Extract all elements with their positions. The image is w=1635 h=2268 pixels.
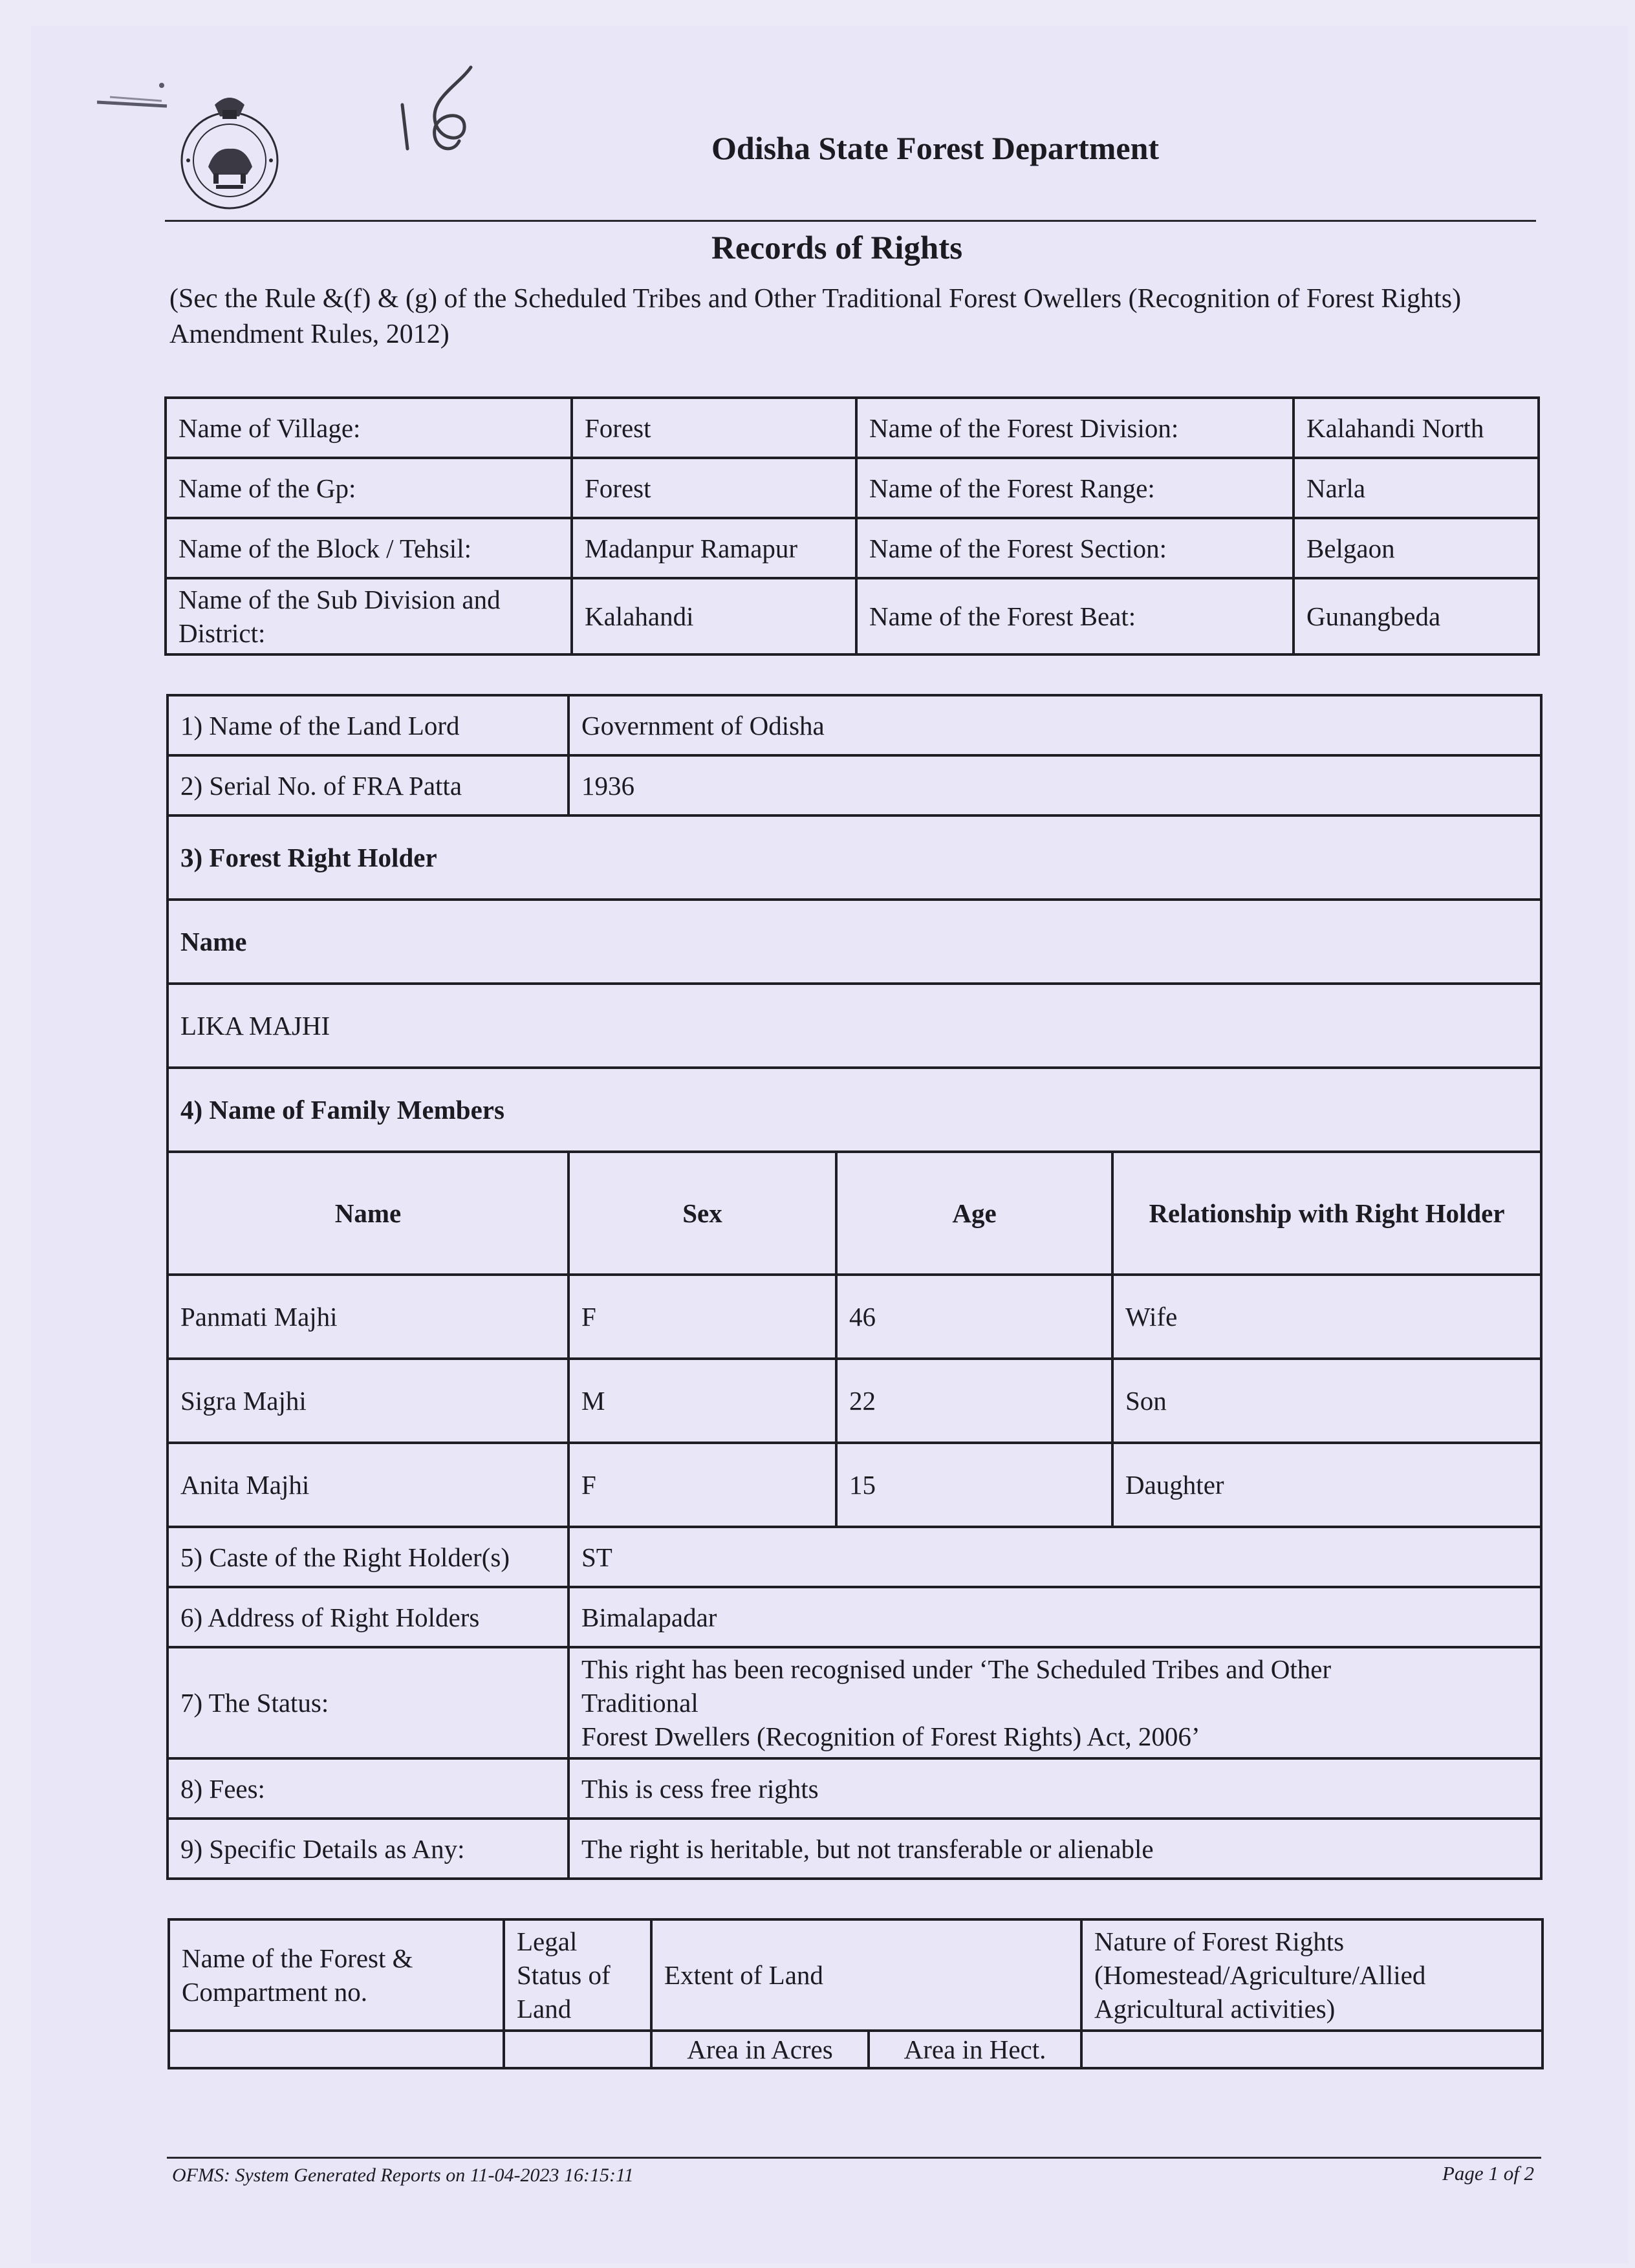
- table-row: [166, 458, 1539, 518]
- table-row: [166, 398, 1539, 458]
- footer-divider: [167, 2157, 1541, 2159]
- family-name: Sigra Majhi: [168, 1359, 568, 1443]
- family-relation: Daughter: [1112, 1443, 1541, 1527]
- table-row: [168, 815, 1541, 900]
- page-title: Records of Rights: [711, 230, 963, 266]
- family-heading: 4) Name of Family Members: [168, 1068, 1541, 1152]
- block-value: Madanpur Ramapur: [572, 518, 856, 578]
- status-value: [568, 1647, 1541, 1758]
- forest-division-value: Kalahandi North: [1294, 398, 1539, 458]
- table-row: [168, 900, 1541, 984]
- location-table: [164, 396, 1540, 656]
- table-row: [168, 1758, 1541, 1819]
- table-row: [168, 1819, 1541, 1879]
- village-label: Name of Village:: [166, 398, 572, 458]
- family-age: 46: [836, 1275, 1112, 1359]
- family-sex: M: [568, 1359, 836, 1443]
- record-table: [166, 694, 1543, 1880]
- family-row: [168, 1443, 1541, 1527]
- empty-cell: [504, 2031, 651, 2068]
- forest-range-value: Narla: [1294, 458, 1539, 518]
- odisha-emblem-icon: [177, 91, 282, 211]
- table-row: [168, 755, 1541, 815]
- area-hect-header: Area in Hect.: [869, 2031, 1081, 2068]
- family-relation: Wife: [1112, 1275, 1541, 1359]
- status-line: This right has been recognised under ‘The Scheduled Tribes and Other: [581, 1654, 1332, 1684]
- address-label: 6) Address of Right Holders: [168, 1587, 568, 1647]
- table-row: [168, 984, 1541, 1068]
- empty-cell: [169, 2031, 504, 2068]
- table-row: [169, 1919, 1543, 2031]
- status-line: Traditional: [581, 1688, 698, 1718]
- family-age: 22: [836, 1359, 1112, 1443]
- specific-details-label: 9) Specific Details as Any:: [168, 1819, 568, 1879]
- caste-value: ST: [568, 1527, 1541, 1587]
- address-value: Bimalapadar: [568, 1587, 1541, 1647]
- family-age: 15: [836, 1443, 1112, 1527]
- right-holder-heading: 3) Forest Right Holder: [168, 815, 1541, 900]
- gp-label: Name of the Gp:: [166, 458, 572, 518]
- page-number: Page 1 of 2: [1442, 2162, 1535, 2185]
- header-divider: [165, 220, 1536, 222]
- family-name: Anita Majhi: [168, 1443, 568, 1527]
- fees-value: This is cess free rights: [568, 1758, 1541, 1819]
- serial-value: 1936: [568, 755, 1541, 815]
- family-name: Panmati Majhi: [168, 1275, 568, 1359]
- specific-details-value: The right is heritable, but not transferable or alienable: [568, 1819, 1541, 1879]
- family-relation: Son: [1112, 1359, 1541, 1443]
- right-holder-name: LIKA MAJHI: [168, 984, 1541, 1068]
- legal-status-header: Legal Status of Land: [504, 1919, 651, 2031]
- village-value: Forest: [572, 398, 856, 458]
- table-row: [168, 1068, 1541, 1152]
- empty-cell: [1081, 2031, 1543, 2068]
- forest-section-value: Belgaon: [1294, 518, 1539, 578]
- land-lord-value: Government of Odisha: [568, 695, 1541, 755]
- table-row: [166, 578, 1539, 654]
- table-row: [168, 695, 1541, 755]
- block-label: Name of the Block / Tehsil:: [166, 518, 572, 578]
- column-header-relationship: Relationship with Right Holder: [1112, 1152, 1541, 1275]
- department-title: Odisha State Forest Department: [711, 130, 1160, 166]
- footer-generated: OFMS: System Generated Reports on 11-04-2023 16:15:11: [172, 2165, 634, 2186]
- family-row: [168, 1359, 1541, 1443]
- fees-label: 8) Fees:: [168, 1758, 568, 1819]
- staple-mark: [97, 78, 168, 116]
- family-sex: F: [568, 1443, 836, 1527]
- serial-label: 2) Serial No. of FRA Patta: [168, 755, 568, 815]
- forest-beat-label: Name of the Forest Beat:: [856, 578, 1294, 654]
- forest-compartment-header: Name of the Forest & Compartment no.: [169, 1919, 504, 2031]
- rule-reference: (Sec the Rule &(f) & (g) of the Scheduled Tribes and Other Traditional Forest Owellers (Recognition of Forest Rights) Amendment Rules, 2012): [169, 284, 1462, 349]
- sub-division-label: Name of the Sub Division and District:: [166, 578, 572, 654]
- land-lord-label: 1) Name of the Land Lord: [168, 695, 568, 755]
- extent-header: Extent of Land: [651, 1919, 1081, 2031]
- name-heading: Name: [168, 900, 1541, 984]
- forest-section-label: Name of the Forest Section:: [856, 518, 1294, 578]
- table-row: [168, 1527, 1541, 1587]
- area-acres-header: Area in Acres: [651, 2031, 869, 2068]
- family-row: [168, 1275, 1541, 1359]
- table-row: [168, 1587, 1541, 1647]
- table-row: [168, 1152, 1541, 1275]
- table-row: [169, 2031, 1543, 2068]
- forest-division-label: Name of the Forest Division:: [856, 398, 1294, 458]
- handwritten-number: [388, 58, 485, 162]
- status-label: 7) The Status:: [168, 1647, 568, 1758]
- column-header-age: Age: [836, 1152, 1112, 1275]
- nature-header: Nature of Forest Rights (Homestead/Agriculture/Allied Agricultural activities): [1081, 1919, 1543, 2031]
- gp-value: Forest: [572, 458, 856, 518]
- caste-label: 5) Caste of the Right Holder(s): [168, 1527, 568, 1587]
- table-row: [168, 1647, 1541, 1758]
- sub-division-value: Kalahandi: [572, 578, 856, 654]
- land-table: [168, 1918, 1544, 2069]
- forest-range-label: Name of the Forest Range:: [856, 458, 1294, 518]
- column-header-sex: Sex: [568, 1152, 836, 1275]
- status-line: Forest Dwellers (Recognition of Forest Rights) Act, 2006’: [581, 1722, 1200, 1751]
- forest-beat-value: Gunangbeda: [1294, 578, 1539, 654]
- table-row: [166, 518, 1539, 578]
- family-sex: F: [568, 1275, 836, 1359]
- column-header-name: Name: [168, 1152, 568, 1275]
